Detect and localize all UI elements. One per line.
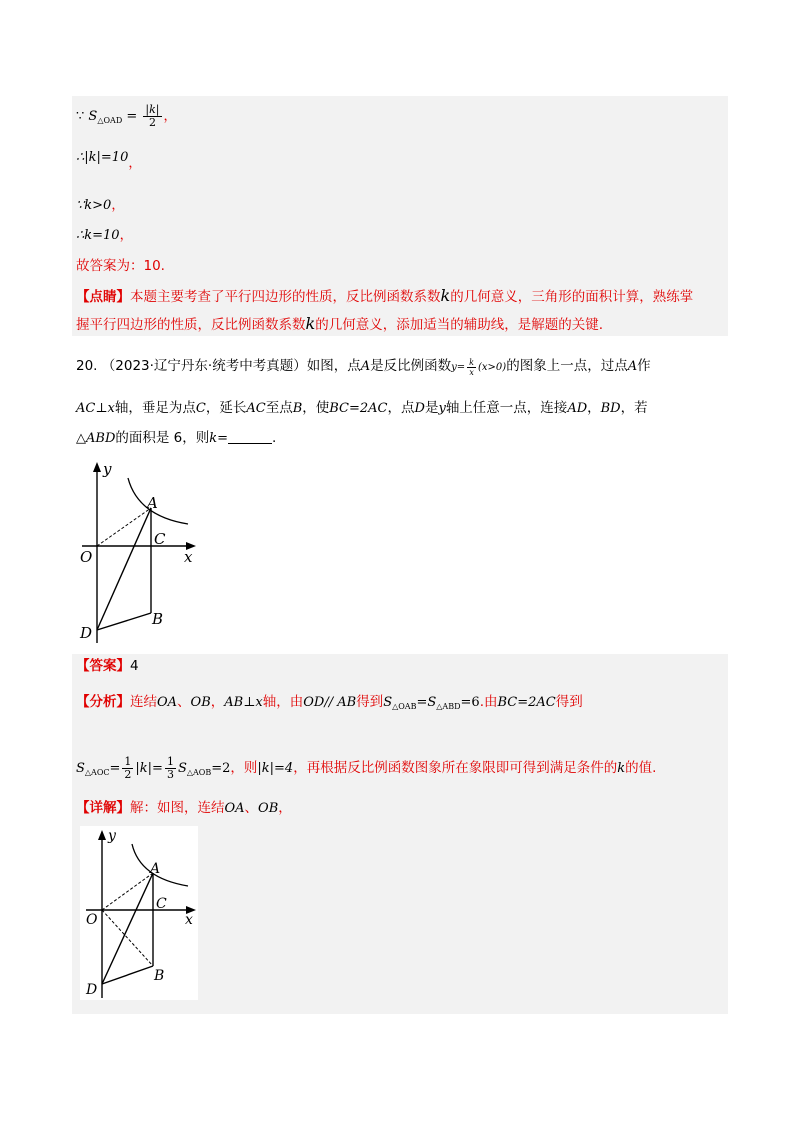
segment-AC: AC [246,401,266,416]
function-y: y= [451,362,466,373]
red-comma: ， [163,109,177,124]
comment-tag: 【点睛】 [76,289,130,305]
solution-line-1 [76,104,177,131]
question-text: ，延长 [205,400,247,416]
label-y: y [108,828,116,844]
question-text: . [272,430,277,446]
abs-k-equals-10: ∴|k|=10 [76,150,129,165]
label-y: y [103,460,112,478]
hyperbola-curve [128,478,188,524]
question-line-2 [76,398,648,419]
fraction-abs-k-over-2 [143,104,161,129]
analysis-text: ，则 [230,760,258,776]
area-symbol: S [177,761,187,776]
question-source: （2023·辽宁丹东·统考中考真题） [101,358,307,374]
equals-sign: = [416,695,428,710]
segment-BD: BD [600,401,621,416]
question-text: 是反比例函数 [370,358,452,374]
analysis-text: 轴，由 [262,694,304,710]
question-number: 20. [76,358,98,374]
area-symbol: S [76,761,85,776]
question-text: 是 [424,400,439,416]
question-figure [72,458,212,648]
y-axis-arrow [93,462,101,472]
analysis-text: ， [210,694,225,710]
area-value: =2 [211,761,231,776]
bc-equals-2ac: BC=2AC [497,695,556,710]
fraction-numerator: |k| [145,103,160,116]
answer-line [76,656,139,676]
analysis-line-1 [76,692,583,717]
detail-tag: 【详解】 [76,800,130,816]
function-fraction [467,358,476,377]
area-value: =6 [460,695,480,710]
segment-OB: OB [258,801,279,816]
analysis-tag: 【分析】 [76,694,130,710]
area-equality [383,695,480,710]
label-A: A [150,861,161,877]
question-text: 如图，点 [306,358,361,374]
od-parallel-ab: OD// AB [303,695,357,710]
question-line-1 [76,356,651,378]
label-B: B [152,610,164,628]
segment-OB-dashed [102,910,153,966]
question-text: ，使 [302,400,330,416]
y-axis-arrow [98,830,106,840]
answer-tag: 【答案】 [76,658,130,674]
abs-k: |k|= [135,761,163,776]
area-symbol: S [383,695,393,710]
solution-line-4 [76,226,133,246]
label-D: D [80,624,93,642]
fraction-numerator: 1 [166,755,174,768]
segment-OA: OA [224,801,245,816]
fraction-denominator: 3 [166,768,174,781]
function-expression [451,358,507,377]
comment-line-2 [76,314,603,335]
label-x: x [185,912,193,928]
question-line-3 [76,428,276,449]
comment-text: 握平行四边形的性质，反比例函数系数 [76,317,306,333]
analysis-text: 、 [177,694,191,710]
fraction-one-third [165,756,176,781]
answer-statement: 故答案为：10. [76,258,165,274]
detail-text: ， [278,800,292,816]
question-text: 作 [637,358,651,374]
label-x: x [184,548,193,566]
question-text: ， [587,400,601,416]
question-text: 的图象上一点，过点 [506,358,628,374]
k-symbol: k [440,286,451,305]
question-text: 至点 [265,400,293,416]
solution-line-2 [76,148,141,174]
segment-OA-dashed [102,873,153,910]
area-subscript: △OAD [97,116,123,125]
comment-text: 本题主要考查了平行四边形的性质，反比例函数系数 [130,289,441,305]
bc-equals-2ac: BC=2AC [329,401,388,416]
comment-text: 的几何意义，添加适当的辅助线，是解题的关键. [315,317,603,333]
area-symbol: S [427,695,437,710]
analysis-text: 连结 [130,694,157,710]
detail-line [76,798,292,819]
k-equals: k= [209,431,229,446]
area-subscript: △OAB [392,702,417,711]
label-C: C [156,896,167,912]
analysis-text: .由 [479,694,498,710]
point-A: A [627,359,638,374]
segment-OA: OA [157,695,178,710]
function-numerator: k [469,358,475,367]
point-B: B [292,401,303,416]
question-text: 轴上任意一点，连接 [445,400,568,416]
segment-OB: OB [190,695,211,710]
function-denominator: x [469,368,474,377]
segment-DB [97,613,151,630]
detail-text: 、 [244,800,259,816]
red-comma: ， [111,198,125,213]
equals-sign: = [109,761,121,776]
equals-sign: = [126,109,138,124]
label-O: O [86,912,98,928]
analysis-text: 得到 [356,694,384,710]
red-comma: ， [128,156,142,171]
abs-k-equals-4: |k|=4 [257,761,294,776]
k-equals-10: ∴k=10 [76,228,120,243]
triangle-ABD: △ABD [76,431,116,446]
label-C: C [154,530,166,548]
comment-line-1 [76,286,693,307]
k-greater-than-zero: ∵k>0 [76,198,112,213]
segment-DA [102,873,153,984]
area-subscript: △ABD [436,702,461,711]
segment-AD: AD [567,401,588,416]
function-condition: (x>0) [478,362,507,373]
fraction-numerator: 1 [124,755,132,768]
label-D: D [86,982,98,998]
answer-blank [228,429,272,444]
area-symbol: S [88,109,98,124]
answer-value: 4 [130,658,139,674]
question-text: 轴，垂足为点 [114,400,196,416]
label-A: A [147,494,158,512]
fraction-denominator: 2 [148,116,156,129]
question-text: 的面积是 6，则 [115,430,210,446]
y-axis-symbol: y [438,401,446,416]
comment-text: 的几何意义，三角形的面积计算，熟练掌 [450,289,694,305]
label-O: O [80,548,93,566]
area-derivation [76,755,231,781]
ac-perp-x: AC⊥x [76,401,115,416]
area-subscript: △AOB [186,768,212,777]
question-text: ，点 [387,400,415,416]
fraction-denominator: 2 [124,768,132,781]
point-D: D [414,401,425,416]
label-B: B [154,968,165,984]
point-C: C [195,401,206,416]
detail-figure [80,826,200,1002]
because-symbol: ∵ [76,109,85,124]
fraction-one-half [122,756,133,781]
analysis-text: ，再根据反比例函数图象所在象限即可得到满足条件的 [293,760,618,776]
analysis-line-2 [76,756,656,783]
area-subscript: △AOC [84,768,110,777]
ab-perp-x: AB⊥x [224,695,263,710]
k-symbol: k [305,314,316,333]
analysis-text: 的值. [625,760,657,776]
red-comma: ， [119,228,133,243]
question-text: ，若 [620,400,648,416]
analysis-text: 得到 [555,694,583,710]
detail-text: 解：如图，连结 [130,800,225,816]
segment-DA [97,508,151,630]
solution-line-3 [76,196,124,216]
point-A: A [360,359,371,374]
k-symbol: k [617,761,626,776]
